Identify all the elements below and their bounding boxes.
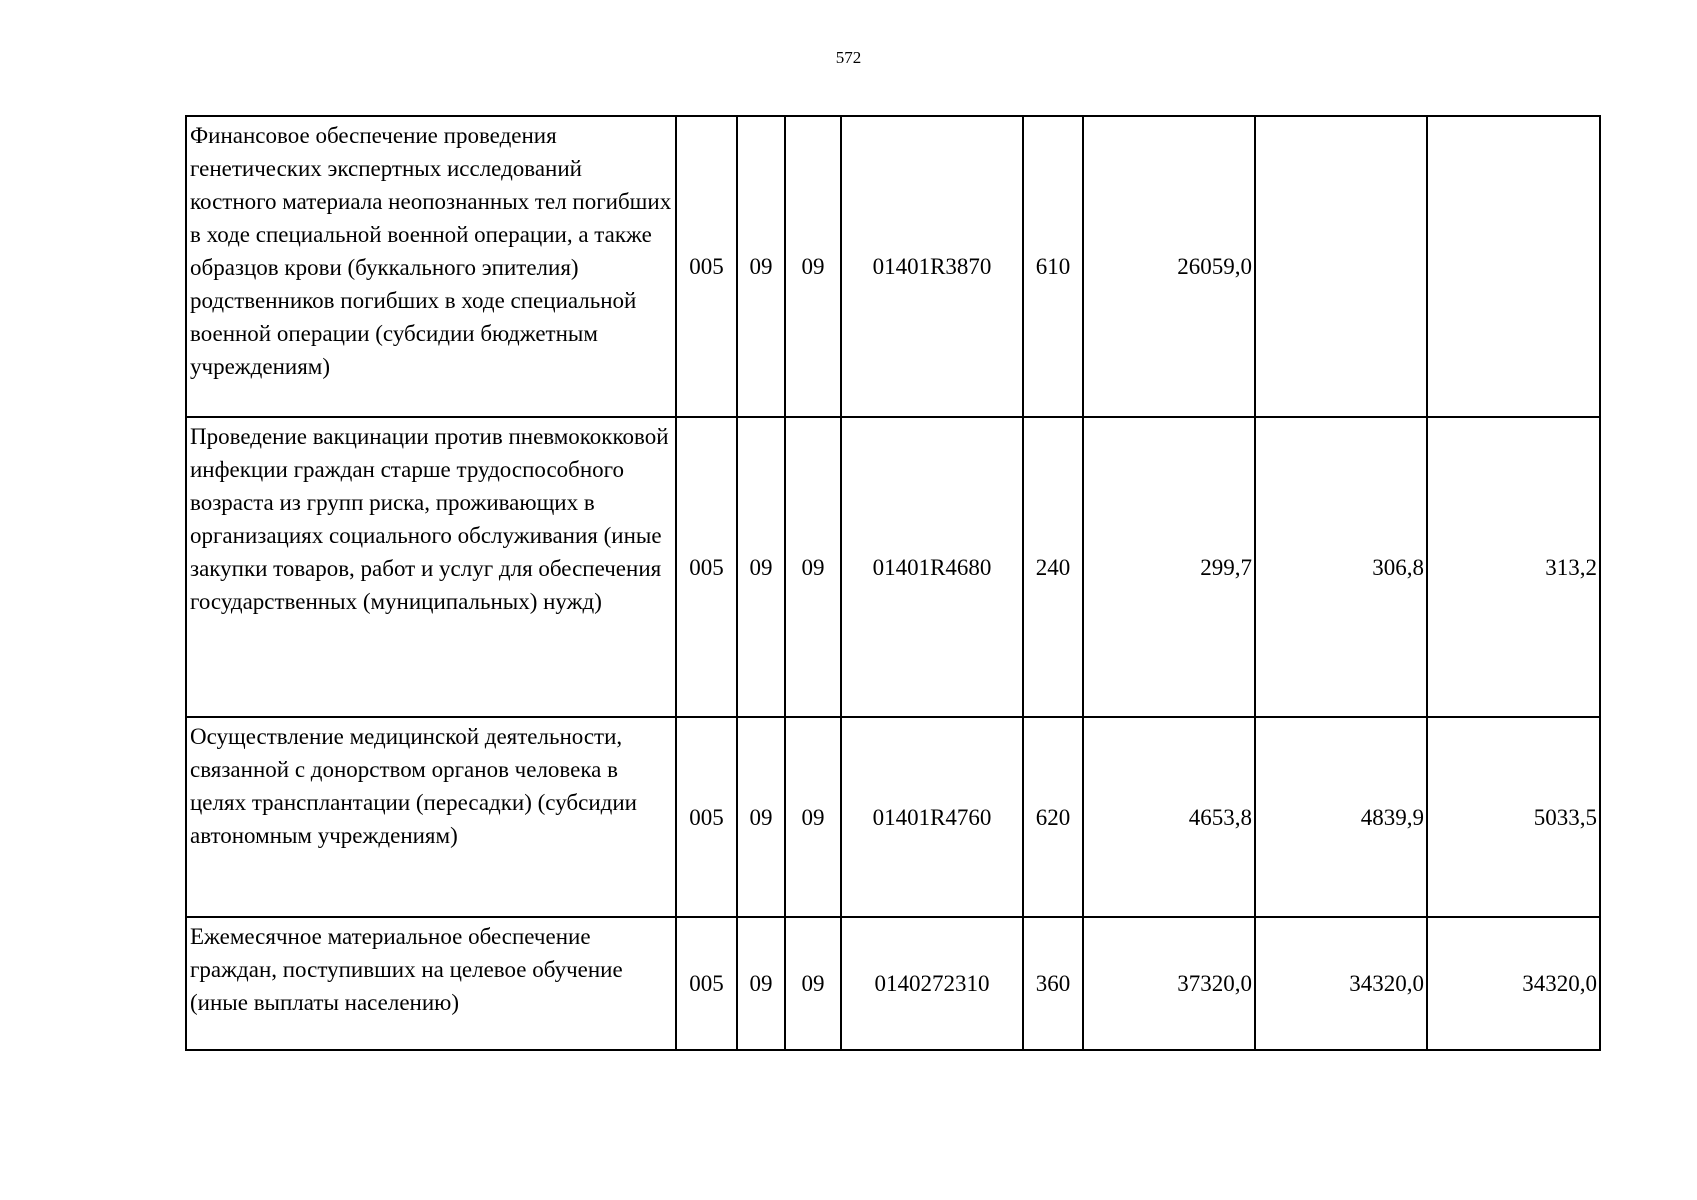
amount-year-2 — [1255, 116, 1427, 417]
target-article-code: 0140272310 — [841, 917, 1023, 1050]
section-code: 09 — [737, 917, 785, 1050]
section-code: 09 — [737, 116, 785, 417]
amount-year-1: 4653,8 — [1083, 717, 1255, 917]
target-article-code: 01401R4760 — [841, 717, 1023, 917]
amount-year-3: 5033,5 — [1427, 717, 1600, 917]
table-row — [186, 917, 1600, 1050]
table-row — [186, 417, 1600, 717]
amount-year-2: 34320,0 — [1255, 917, 1427, 1050]
target-article-code: 01401R4680 — [841, 417, 1023, 717]
subsection-code: 09 — [785, 417, 841, 717]
page-number: 572 — [835, 48, 862, 67]
table-row — [186, 116, 1600, 417]
section-code: 09 — [737, 417, 785, 717]
ministry-code: 005 — [676, 717, 737, 917]
subsection-code: 09 — [785, 116, 841, 417]
budget-table — [185, 115, 1601, 1051]
section-code: 09 — [737, 717, 785, 917]
amount-year-1: 26059,0 — [1083, 116, 1255, 417]
row-description: Осуществление медицинской деятельности, связанной с донорством органов человека в целях трансплантации (пересадки) (субсидии автономным учреждениям) — [186, 717, 676, 917]
amount-year-1: 299,7 — [1083, 417, 1255, 717]
amount-year-3: 34320,0 — [1427, 917, 1600, 1050]
amount-year-2: 306,8 — [1255, 417, 1427, 717]
expense-type-code: 620 — [1023, 717, 1083, 917]
subsection-code: 09 — [785, 917, 841, 1050]
expense-type-code: 360 — [1023, 917, 1083, 1050]
amount-year-3 — [1427, 116, 1600, 417]
target-article-code: 01401R3870 — [841, 116, 1023, 417]
amount-year-2: 4839,9 — [1255, 717, 1427, 917]
ministry-code: 005 — [676, 417, 737, 717]
subsection-code: 09 — [785, 717, 841, 917]
amount-year-1: 37320,0 — [1083, 917, 1255, 1050]
row-description: Ежемесячное материальное обеспечение граждан, поступивших на целевое обучение (иные выплаты населению) — [186, 917, 676, 1050]
amount-year-3: 313,2 — [1427, 417, 1600, 717]
row-description: Проведение вакцинации против пневмококковой инфекции граждан старше трудоспособного возраста из групп риска, проживающих в организациях социального обслуживания (иные закупки товаров, работ и услуг для обеспечения государственных (муниципальных) нужд) — [186, 417, 676, 717]
expense-type-code: 610 — [1023, 116, 1083, 417]
ministry-code: 005 — [676, 116, 737, 417]
table-row — [186, 717, 1600, 917]
row-description: Финансовое обеспечение проведения генетических экспертных исследований костного материала неопознанных тел погибших в ходе специальной военной операции, а также образцов крови (буккального эпителия) родственников погибших в ходе специальной военной операции (субсидии бюджетным учреждениям) — [186, 116, 676, 417]
expense-type-code: 240 — [1023, 417, 1083, 717]
ministry-code: 005 — [676, 917, 737, 1050]
